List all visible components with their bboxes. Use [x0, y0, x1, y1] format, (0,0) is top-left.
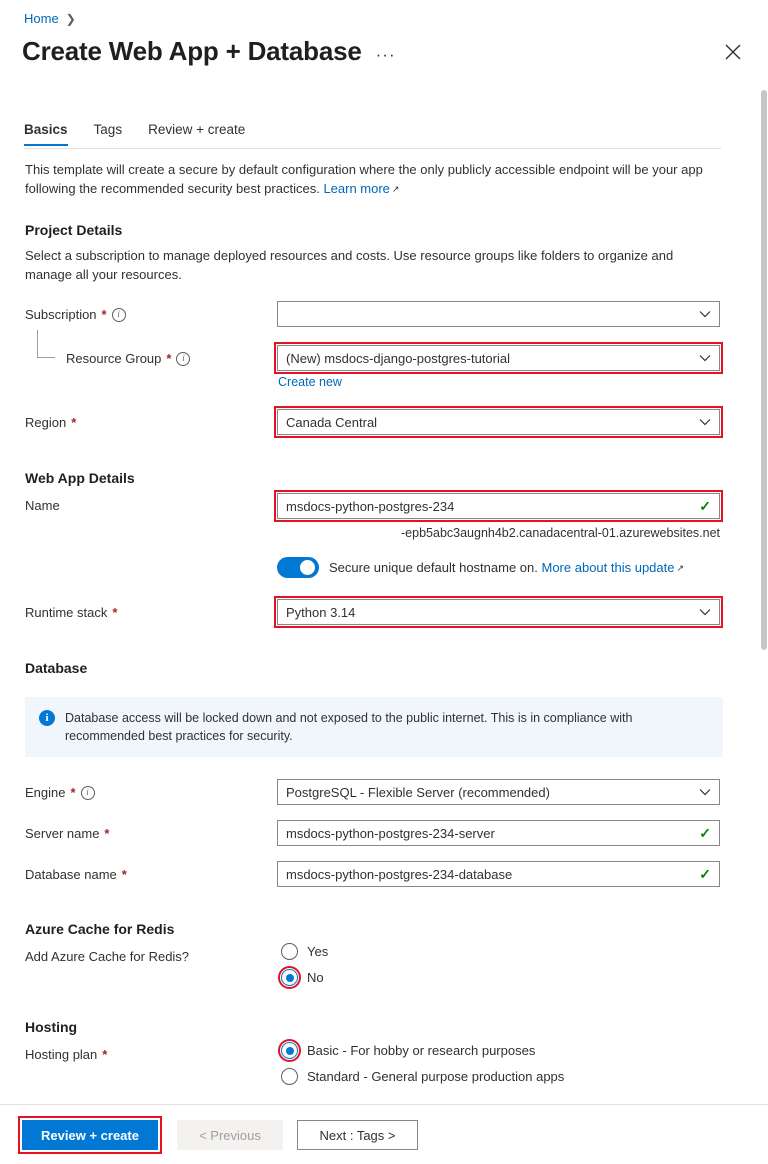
region-label-text: Region — [25, 415, 67, 430]
radio-yes[interactable] — [281, 943, 298, 960]
database-name-value: msdocs-python-postgres-234-database — [286, 866, 513, 882]
server-name-value: msdocs-python-postgres-234-server — [286, 825, 495, 841]
review-create-highlight — [18, 1116, 162, 1154]
previous-button[interactable]: < Previous — [177, 1120, 283, 1150]
engine-label-text: Engine — [25, 785, 66, 800]
intro-text — [25, 160, 725, 199]
page-title-row — [22, 36, 396, 67]
engine-label — [25, 785, 95, 800]
info-circle-icon: i — [39, 710, 55, 726]
runtime-stack-label-text: Runtime stack — [25, 605, 108, 620]
engine-select[interactable] — [277, 779, 720, 805]
chevron-down-icon — [699, 606, 711, 618]
resource-group-value: (New) msdocs-django-postgres-tutorial — [286, 350, 510, 366]
web-app-name-input[interactable] — [277, 493, 720, 519]
chevron-down-icon — [699, 786, 711, 798]
resource-group-select[interactable] — [277, 345, 720, 371]
external-link-icon: ↗ — [676, 563, 685, 573]
radio-basic[interactable] — [281, 1042, 298, 1059]
server-name-label-text: Server name — [25, 826, 100, 841]
learn-more-link[interactable]: Learn more — [323, 181, 390, 196]
redis-option-yes[interactable] — [281, 943, 328, 960]
close-icon[interactable] — [722, 41, 744, 63]
breadcrumb-home-link[interactable]: Home — [24, 11, 59, 26]
resource-group-required-marker: * — [166, 351, 172, 366]
info-icon[interactable]: i — [81, 786, 95, 800]
web-app-name-label-text: Name — [25, 498, 60, 513]
redis-option-yes-label: Yes — [307, 944, 329, 959]
section-heading-database: Database — [25, 660, 88, 676]
valid-check-icon: ✓ — [699, 865, 711, 882]
secure-hostname-toggle-row — [277, 557, 684, 578]
resource-group-indent-line — [37, 330, 55, 358]
section-heading-project-details: Project Details — [25, 222, 123, 238]
external-link-icon: ↗ — [391, 184, 400, 194]
radio-no[interactable] — [281, 969, 298, 986]
page-scrollbar[interactable] — [760, 90, 768, 1100]
valid-check-icon: ✓ — [699, 497, 711, 514]
subscription-label-text: Subscription — [25, 307, 97, 322]
region-required-marker: * — [71, 415, 77, 430]
web-app-name-label — [25, 498, 60, 513]
database-info-banner — [25, 697, 723, 757]
info-icon[interactable]: i — [176, 352, 190, 366]
page-title: Create Web App + Database — [22, 36, 362, 66]
region-label — [25, 415, 76, 430]
redis-option-no-label: No — [307, 970, 324, 985]
tab-basics[interactable]: Basics — [24, 118, 81, 146]
project-details-description: Select a subscription to manage deployed resources and costs. Use resource groups like folders to organize and manage all your resources. — [25, 248, 674, 282]
database-name-label — [25, 867, 127, 882]
hosting-plan-required-marker: * — [102, 1047, 108, 1062]
database-name-required-marker: * — [121, 867, 127, 882]
section-heading-web-app-details: Web App Details — [25, 470, 135, 486]
runtime-stack-value: Python 3.14 — [286, 604, 356, 620]
subscription-label — [25, 307, 126, 322]
region-value: Canada Central — [286, 414, 378, 430]
wizard-footer — [0, 1104, 768, 1164]
next-tags-button[interactable]: Next : Tags > — [297, 1120, 418, 1150]
runtime-stack-required-marker: * — [112, 605, 118, 620]
server-name-input[interactable] — [277, 820, 720, 846]
engine-value: PostgreSQL - Flexible Server (recommended) — [286, 784, 550, 800]
hosting-plan-label — [25, 1047, 107, 1062]
secure-hostname-text — [329, 560, 684, 575]
tab-tags[interactable]: Tags — [93, 122, 123, 137]
hosting-option-standard[interactable] — [281, 1068, 564, 1085]
resource-group-label — [66, 351, 190, 366]
more-about-update-link[interactable]: More about this update — [541, 560, 675, 575]
info-icon[interactable]: i — [112, 308, 126, 322]
chevron-down-icon — [699, 352, 711, 364]
more-options-icon[interactable]: ··· — [375, 45, 396, 64]
hosting-option-standard-label: Standard - General purpose production apps — [307, 1069, 565, 1084]
chevron-down-icon — [699, 416, 711, 428]
database-name-label-text: Database name — [25, 867, 117, 882]
subscription-required-marker: * — [101, 307, 107, 322]
radio-standard[interactable] — [281, 1068, 298, 1085]
toggle-knob — [300, 560, 315, 575]
hosting-option-basic-label: Basic - For hobby or research purposes — [307, 1043, 536, 1058]
section-heading-hosting: Hosting — [25, 1019, 78, 1035]
subscription-select[interactable] — [277, 301, 720, 327]
runtime-stack-label — [25, 605, 117, 620]
tab-review-create[interactable]: Review + create — [148, 122, 246, 137]
database-banner-text: Database access will be locked down and not exposed to the public internet. This is in compliance with recommended best practices for security. — [65, 711, 633, 743]
create-new-resource-group-link[interactable]: Create new — [278, 375, 342, 389]
resource-group-label-text: Resource Group — [66, 351, 162, 366]
web-app-name-value: msdocs-python-postgres-234 — [286, 498, 455, 514]
chevron-down-icon — [699, 308, 711, 320]
tab-divider — [24, 148, 721, 149]
redis-option-no[interactable] — [281, 969, 324, 986]
hosting-plan-label-text: Hosting plan — [25, 1047, 98, 1062]
runtime-stack-select[interactable] — [277, 599, 720, 625]
redis-question-label — [25, 949, 189, 964]
breadcrumb — [24, 11, 76, 26]
intro-body: This template will create a secure by default configuration where the only publicly accessible endpoint will be your app following the recommended security best practices. — [25, 162, 703, 196]
section-heading-redis: Azure Cache for Redis — [25, 921, 175, 937]
scrollbar-thumb[interactable] — [761, 90, 767, 650]
tab-bar — [24, 118, 271, 146]
secure-hostname-toggle[interactable] — [277, 557, 319, 578]
server-name-label — [25, 826, 109, 841]
web-app-hostname-suffix: -epb5abc3augnh4b2.canadacentral-01.azurewebsites.net — [401, 526, 720, 540]
engine-required-marker: * — [70, 785, 76, 800]
review-create-button[interactable]: Review + create — [22, 1120, 158, 1150]
server-name-required-marker: * — [104, 826, 110, 841]
region-select[interactable] — [277, 409, 720, 435]
database-name-input[interactable] — [277, 861, 720, 887]
secure-hostname-label: Secure unique default hostname on. — [329, 560, 538, 575]
hosting-option-basic[interactable] — [281, 1042, 535, 1059]
valid-check-icon: ✓ — [699, 824, 711, 841]
redis-question-text: Add Azure Cache for Redis? — [25, 949, 190, 964]
breadcrumb-separator-icon: ❯ — [65, 11, 76, 26]
